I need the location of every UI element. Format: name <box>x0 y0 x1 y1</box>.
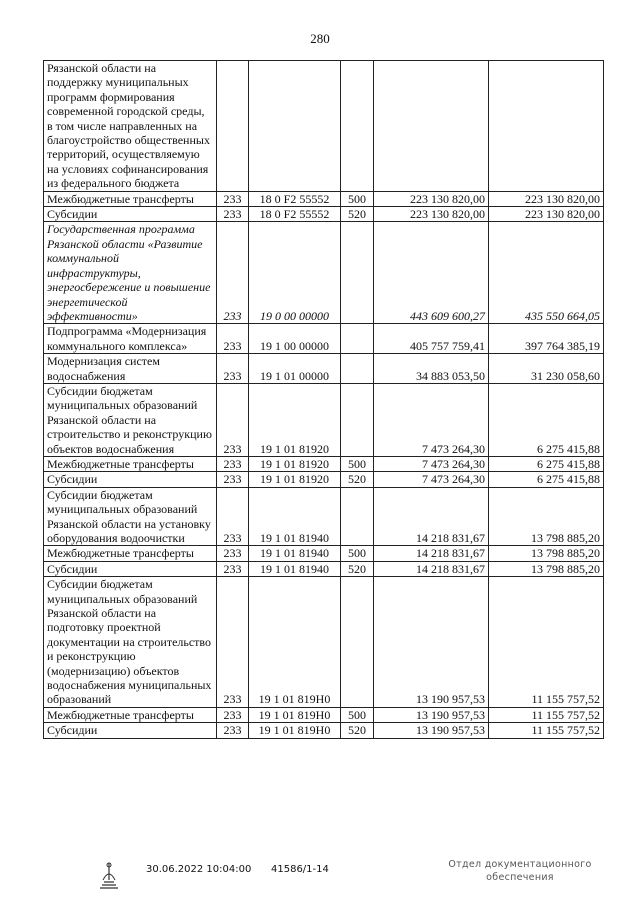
cell-csr: 19 1 01 81920 <box>249 383 341 456</box>
cell-vr: 500 <box>341 191 374 206</box>
cell-sum-2022-executed: 11 155 757,52 <box>489 723 604 738</box>
table-row <box>44 383 604 456</box>
cell-csr <box>249 61 341 192</box>
table-row <box>44 487 604 546</box>
budget-table <box>43 60 604 739</box>
cell-csr: 19 1 01 819Н0 <box>249 723 341 738</box>
cell-name: Рязанской области на поддержку муниципальных программ формирования современной городской среды, в том числе направленных на благоустройство общественных территорий, осуществляемую на условиях софинансирования из федерального бюджета <box>44 61 217 192</box>
cell-sum-2022-executed: 13 798 885,20 <box>489 546 604 561</box>
cell-name: Субсидии бюджетам муниципальных образований Рязанской области на установку оборудования водоочистки <box>44 487 217 546</box>
cell-ved: 233 <box>217 546 249 561</box>
cell-ved <box>217 61 249 192</box>
cell-vr: 520 <box>341 561 374 576</box>
table-row <box>44 546 604 561</box>
stamp-line-2: обеспечения <box>486 872 554 883</box>
cell-sum-2022-executed: 223 130 820,00 <box>489 207 604 222</box>
cell-ved: 233 <box>217 487 249 546</box>
cell-name: Субсидии бюджетам муниципальных образований Рязанской области на строительство и реконструкцию объектов водоснабжения <box>44 383 217 456</box>
coat-of-arms-icon <box>96 860 122 890</box>
cell-vr <box>341 61 374 192</box>
cell-csr: 19 1 01 81920 <box>249 472 341 487</box>
cell-sum-2022: 223 130 820,00 <box>374 207 489 222</box>
cell-vr: 500 <box>341 456 374 471</box>
cell-ved: 233 <box>217 191 249 206</box>
cell-sum-2022: 14 218 831,67 <box>374 561 489 576</box>
cell-ved: 233 <box>217 577 249 708</box>
cell-sum-2022-executed: 13 798 885,20 <box>489 561 604 576</box>
table-row <box>44 61 604 192</box>
cell-sum-2022: 13 190 957,53 <box>374 707 489 722</box>
cell-vr <box>341 354 374 384</box>
cell-sum-2022: 7 473 264,30 <box>374 472 489 487</box>
cell-sum-2022: 405 757 759,41 <box>374 324 489 354</box>
footer-date: 30.06.2022 10:04:00 <box>146 864 252 875</box>
cell-csr: 18 0 F2 55552 <box>249 191 341 206</box>
cell-name: Межбюджетные трансферты <box>44 546 217 561</box>
cell-sum-2022: 7 473 264,30 <box>374 456 489 471</box>
cell-sum-2022-executed: 435 550 664,05 <box>489 222 604 324</box>
cell-sum-2022-executed: 223 130 820,00 <box>489 191 604 206</box>
cell-sum-2022: 14 218 831,67 <box>374 546 489 561</box>
cell-name: Межбюджетные трансферты <box>44 191 217 206</box>
table-row <box>44 723 604 738</box>
cell-csr: 19 0 00 00000 <box>249 222 341 324</box>
cell-vr: 500 <box>341 546 374 561</box>
cell-ved: 233 <box>217 456 249 471</box>
table-row <box>44 354 604 384</box>
table-row <box>44 561 604 576</box>
cell-sum-2022-executed: 13 798 885,20 <box>489 487 604 546</box>
cell-ved: 233 <box>217 472 249 487</box>
cell-name: Субсидии бюджетам муниципальных образований Рязанской области на подготовку проектной документации на строительство и реконструкцию (модернизацию) объектов водоснабжения муниципальных образований <box>44 577 217 708</box>
cell-sum-2022: 13 190 957,53 <box>374 723 489 738</box>
cell-csr: 19 1 01 819Н0 <box>249 707 341 722</box>
cell-sum-2022-executed: 397 764 385,19 <box>489 324 604 354</box>
cell-name: Подпрограмма «Модернизация коммунального комплекса» <box>44 324 217 354</box>
cell-sum-2022: 13 190 957,53 <box>374 577 489 708</box>
cell-ved: 233 <box>217 222 249 324</box>
cell-csr: 19 1 01 00000 <box>249 354 341 384</box>
table-row <box>44 456 604 471</box>
budget-table-body <box>44 61 604 739</box>
cell-sum-2022: 443 609 600,27 <box>374 222 489 324</box>
cell-sum-2022-executed: 6 275 415,88 <box>489 472 604 487</box>
footer-document-number: 41586/1-14 <box>271 864 329 875</box>
cell-ved: 233 <box>217 354 249 384</box>
cell-sum-2022-executed: 11 155 757,52 <box>489 707 604 722</box>
cell-ved: 233 <box>217 723 249 738</box>
cell-name: Межбюджетные трансферты <box>44 707 217 722</box>
cell-vr <box>341 222 374 324</box>
cell-csr: 19 1 01 81940 <box>249 561 341 576</box>
cell-name: Субсидии <box>44 561 217 576</box>
cell-csr: 19 1 01 81920 <box>249 456 341 471</box>
cell-csr: 19 1 01 819Н0 <box>249 577 341 708</box>
cell-sum-2022-executed: 6 275 415,88 <box>489 456 604 471</box>
cell-vr: 520 <box>341 207 374 222</box>
table-row <box>44 222 604 324</box>
cell-sum-2022: 14 218 831,67 <box>374 487 489 546</box>
cell-sum-2022: 34 883 053,50 <box>374 354 489 384</box>
cell-vr <box>341 487 374 546</box>
table-row <box>44 207 604 222</box>
cell-sum-2022 <box>374 61 489 192</box>
cell-name: Модернизация систем водоснабжения <box>44 354 217 384</box>
cell-vr: 520 <box>341 472 374 487</box>
table-row <box>44 472 604 487</box>
cell-sum-2022: 223 130 820,00 <box>374 191 489 206</box>
cell-ved: 233 <box>217 207 249 222</box>
cell-vr <box>341 383 374 456</box>
cell-csr: 19 1 01 81940 <box>249 487 341 546</box>
cell-name: Субсидии <box>44 472 217 487</box>
cell-ved: 233 <box>217 324 249 354</box>
department-stamp <box>440 858 600 884</box>
document-footer <box>0 858 640 898</box>
cell-csr: 19 1 01 81940 <box>249 546 341 561</box>
cell-ved: 233 <box>217 383 249 456</box>
cell-ved: 233 <box>217 707 249 722</box>
cell-csr: 19 1 00 00000 <box>249 324 341 354</box>
cell-sum-2022-executed: 11 155 757,52 <box>489 577 604 708</box>
stamp-line-1: Отдел документационного <box>448 859 592 870</box>
cell-name: Субсидии <box>44 207 217 222</box>
cell-vr <box>341 324 374 354</box>
cell-name: Субсидии <box>44 723 217 738</box>
table-row <box>44 324 604 354</box>
table-row <box>44 191 604 206</box>
cell-ved: 233 <box>217 561 249 576</box>
cell-sum-2022: 7 473 264,30 <box>374 383 489 456</box>
table-row <box>44 707 604 722</box>
cell-csr: 18 0 F2 55552 <box>249 207 341 222</box>
cell-name: Межбюджетные трансферты <box>44 456 217 471</box>
table-row <box>44 577 604 708</box>
cell-vr: 500 <box>341 707 374 722</box>
cell-vr: 520 <box>341 723 374 738</box>
page-number: 280 <box>310 31 330 46</box>
cell-sum-2022-executed <box>489 61 604 192</box>
cell-sum-2022-executed: 6 275 415,88 <box>489 383 604 456</box>
cell-sum-2022-executed: 31 230 058,60 <box>489 354 604 384</box>
cell-name: Государственная программа Рязанской области «Развитие коммунальной инфраструктуры, энергосбережение и повышение энергетической эффективности» <box>44 222 217 324</box>
cell-vr <box>341 577 374 708</box>
